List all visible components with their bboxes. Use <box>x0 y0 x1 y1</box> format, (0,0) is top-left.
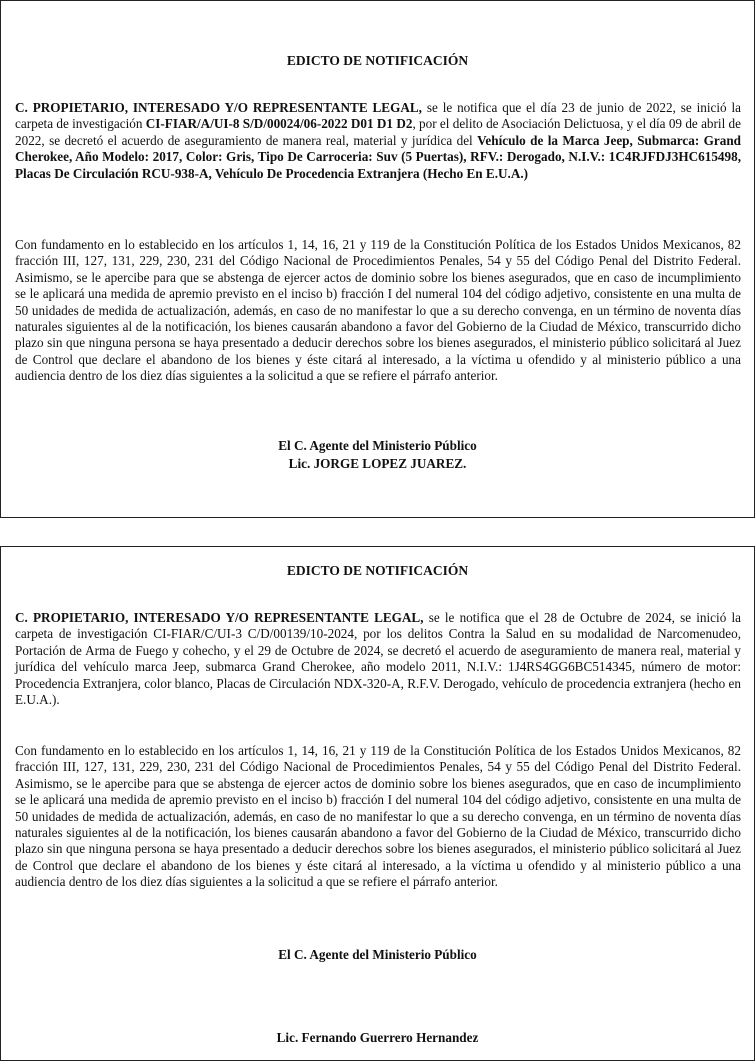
signature-role: El C. Agente del Ministerio Público <box>278 438 477 453</box>
legal-basis-paragraph: Con fundamento en lo establecido en los artículos 1, 14, 16, 21 y 119 de la Constitución Política de los Estados Unidos Mexicanos, 82 fracción III, 127, 131, 229, 230, 231 del Código Nacional de Procedimientos Penales, 54 y 55 del Código Penal del Distrito Federal. Asimismo, se le apercibe para que se abstenga de ejercer actos de dominio sobre los bienes asegurados, que en caso de incumplimiento se le aplicará una medida de apremio previsto en el inciso b) fracción I del numeral 104 del código adjetivo, consistente en una multa de 50 unidades de medida de actualización, además, en caso de no manifestar lo que a su derecho convenga, en un término de noventa días naturales siguientes al de la notificación, los bienes causarán abandono a favor del Gobierno de la Ciudad de México, transcurrido dicho plazo sin que ninguna persona se haya presentado a deducir derechos sobre los bienes asegurados, el ministerio público solicitará al Juez de Control que declare el abandono de los bienes y éste citará al interesado, a la víctima u ofendido y al ministerio público a una audiencia dentro de los diez días siguientes a la solicitud a que se refiere el párrafo anterior. <box>15 237 741 384</box>
notice-edict-2 <box>0 546 755 1061</box>
addressee: C. PROPIETARIO, INTERESADO Y/O REPRESENTANTE LEGAL, <box>15 610 424 625</box>
signature-role: El C. Agente del Ministerio Público <box>278 947 477 962</box>
notice-title: EDICTO DE NOTIFICACIÓN <box>286 53 469 68</box>
signature-name: Lic. Fernando Guerrero Hernandez <box>276 1030 479 1045</box>
file-number: CI-FIAR/A/UI-8 S/D/00024/06-2022 D01 D1 D2 <box>145 116 413 132</box>
notice-title: EDICTO DE NOTIFICACIÓN <box>286 563 469 578</box>
addressee: C. PROPIETARIO, INTERESADO Y/O REPRESENTANTE LEGAL, <box>15 100 422 115</box>
intro-text-1: se le notifica que el día 23 de junio de 2022, se inició la carpeta de investigación <box>15 100 741 132</box>
notice-intro-paragraph <box>15 100 741 182</box>
signature-name: Lic. JORGE LOPEZ JUAREZ. <box>288 456 467 471</box>
notice-edict-1 <box>0 0 755 518</box>
vehicle-description: Vehículo de la Marca Jeep, Submarca: Grand Cherokee, Año Modelo: 2017, Color: Gris, Tipo De Carroceria: Suv (5 Puertas), RFV.: Derogado, N.I.V.: 1C4RJFDJ3HC615498, Placas De Circulación RCU-938-A, Vehículo De Procedencia Extranjera (Hecho En E.U.A.) <box>15 132 742 181</box>
intro-text-2: , por el delito de Asociación Delictuosa, y el día 09 de abril de 2022, se decretó el acuerdo de aseguramiento de manera real, material y jurídica del <box>15 116 741 148</box>
notice-intro-paragraph <box>15 610 741 708</box>
legal-basis-paragraph: Con fundamento en lo establecido en los artículos 1, 14, 16, 21 y 119 de la Constitución Política de los Estados Unidos Mexicanos, 82 fracción III, 127, 131, 229, 230, 231 del Código Nacional de Procedimientos Penales, 54 y 55 del Código Penal del Distrito Federal. Asimismo, se le apercibe para que se abstenga de ejercer actos de dominio sobre los bienes asegurados, que en caso de incumplimiento se le aplicará una medida de apremio previsto en el inciso b) fracción I del numeral 104 del código adjetivo, consistente en una multa de 50 unidades de medida de actualización, además, en caso de no manifestar lo que a su derecho convenga, en un término de noventa días naturales siguientes al de la notificación, los bienes causarán abandono a favor del Gobierno de la Ciudad de México, transcurrido dicho plazo sin que ninguna persona se haya presentado a deducir derechos sobre los bienes asegurados, el ministerio público solicitará al Juez de Control que declare el abandono de los bienes y éste citará al interesado, a la víctima u ofendido y al ministerio público a una audiencia dentro de los diez días siguientes a la solicitud a que se refiere el párrafo anterior. <box>15 743 741 890</box>
intro-text: se le notifica que el 28 de Octubre de 2024, se inició la carpeta de investigación CI-FIAR/C/UI-3 C/D/00139/10-2024, por los delitos Contra la Salud en su modalidad de Narcomenudeo, Portación de Arma de Fuego y cohecho, y el 29 de Octubre de 2024, se decretó el acuerdo de aseguramiento de manera real, material y jurídica del vehículo marca Jeep, submarca Grand Cherokee, año modelo 2011, N.I.V.: 1J4RS4GG6BC514345, número de motor: Procedencia Extranjera, color blanco, Placas de Circulación NDX-320-A, R.F.V. Derogado, vehículo de procedencia extranjera (hecho en E.U.A.). <box>15 610 741 708</box>
